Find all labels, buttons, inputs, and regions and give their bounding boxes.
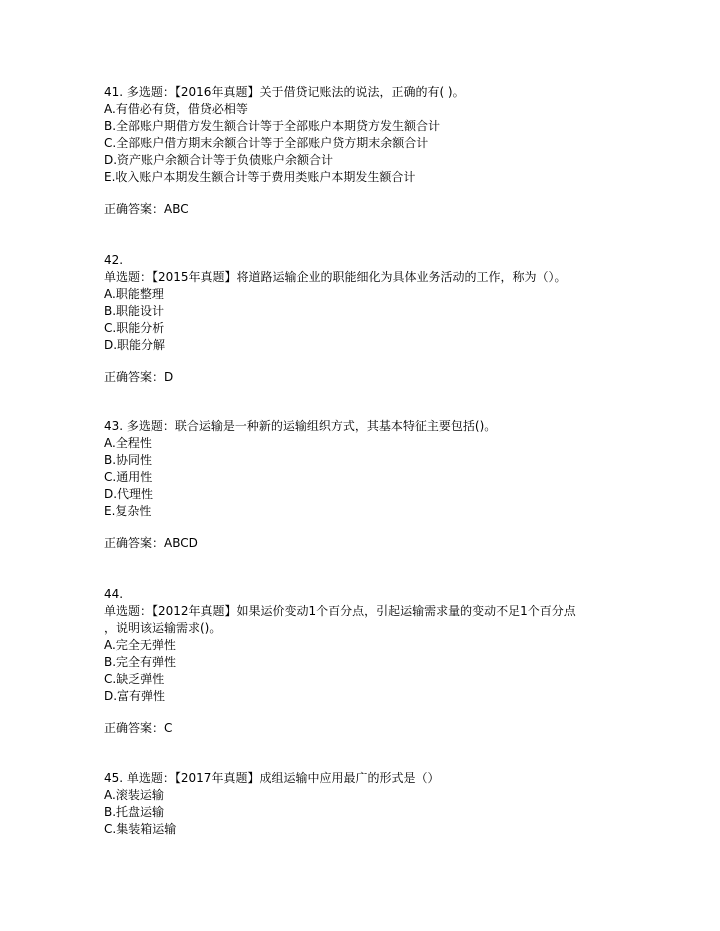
correct-answer: 正确答案：C — [104, 721, 173, 735]
question-stem: 单选题：【2012年真题】如果运价变动1个百分点，引起运输需求量的变动不足1个百分点 — [104, 604, 576, 618]
question-number: 42. — [104, 253, 124, 267]
option-a: A.完全无弹性 — [104, 638, 176, 652]
option-a: A.全程性 — [104, 436, 152, 450]
option-d: D.职能分解 — [104, 338, 166, 352]
question-stem: 41. 多选题：【2016年真题】关于借贷记账法的说法，正确的有( )。 — [104, 85, 465, 99]
option-e: E.收入账户本期发生额合计等于费用类账户本期发生额合计 — [104, 170, 416, 184]
option-b: B.全部账户期借方发生额合计等于全部账户本期贷方发生额合计 — [104, 119, 441, 133]
option-d: D.富有弹性 — [104, 689, 166, 703]
option-b: B.托盘运输 — [104, 805, 165, 819]
question-stem: 45. 单选题：【2017年真题】成组运输中应用最广的形式是（） — [104, 771, 440, 785]
question-stem: 单选题：【2015年真题】将道路运输企业的职能细化为具体业务活动的工作，称为（）。 — [104, 270, 567, 284]
option-e: E.复杂性 — [104, 504, 152, 518]
option-c: C.通用性 — [104, 470, 153, 484]
option-a: A.职能整理 — [104, 287, 164, 301]
correct-answer: 正确答案：D — [104, 370, 174, 384]
question-41 — [104, 84, 465, 218]
question-stem-continued: ，说明该运输需求()。 — [104, 621, 222, 635]
option-c: C.缺乏弹性 — [104, 672, 165, 686]
option-b: B.协同性 — [104, 453, 153, 467]
question-43 — [104, 418, 496, 552]
question-45 — [104, 770, 439, 838]
question-stem: 43. 多选题：联合运输是一种新的运输组织方式，其基本特征主要包括()。 — [104, 419, 497, 433]
option-b: B.完全有弹性 — [104, 655, 177, 669]
question-42 — [104, 252, 567, 386]
option-b: B.职能设计 — [104, 304, 165, 318]
option-c: C.职能分析 — [104, 321, 165, 335]
option-a: A.有借必有贷，借贷必相等 — [104, 102, 248, 116]
option-c: C.全部账户借方期末余额合计等于全部账户贷方期末余额合计 — [104, 136, 429, 150]
correct-answer: 正确答案：ABCD — [104, 536, 198, 550]
option-c: C.集装箱运输 — [104, 822, 177, 836]
question-44 — [104, 586, 576, 737]
option-d: D.代理性 — [104, 487, 154, 501]
option-a: A.滚装运输 — [104, 788, 164, 802]
option-d: D.资产账户余额合计等于负债账户余额合计 — [104, 153, 334, 167]
question-number: 44. — [104, 587, 124, 601]
correct-answer: 正确答案：ABC — [104, 202, 189, 216]
